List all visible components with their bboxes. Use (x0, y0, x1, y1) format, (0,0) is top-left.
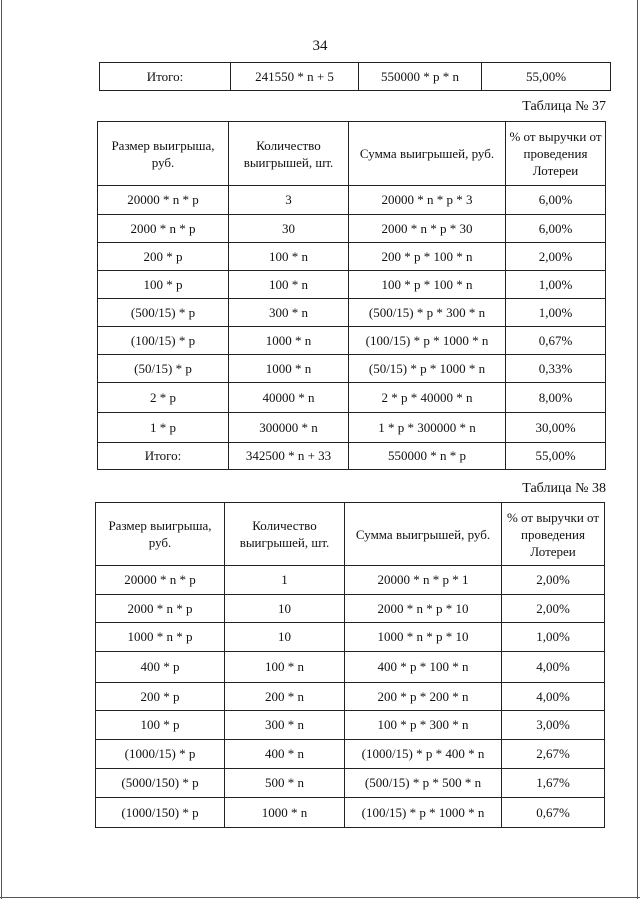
table-cell: 0,67% (506, 327, 606, 355)
table-row (98, 355, 606, 383)
table-cell: 55,00% (482, 63, 611, 91)
table-row (98, 243, 606, 271)
column-header: % от выручки от проведения Лотереи (502, 503, 605, 566)
table-caption: Таблица № 38 (522, 481, 606, 496)
column-header: Количество выигрышей, шт. (229, 122, 349, 186)
table-cell: 400 * p (96, 652, 225, 683)
table-cell: 200 * p (98, 243, 229, 271)
column-header: Размер выигрыша, руб. (98, 122, 229, 186)
table-cell: 0,33% (506, 355, 606, 383)
table-cell: 2,00% (506, 243, 606, 271)
table-cell: 30,00% (506, 413, 606, 443)
table-cell: 1000 * n (229, 327, 349, 355)
table-row (100, 63, 611, 91)
table-cell: Итого: (98, 443, 229, 470)
table-cell: (5000/150) * p (96, 769, 225, 798)
table-row (98, 327, 606, 355)
table-cell: 20000 * n * p * 3 (349, 186, 506, 215)
column-header: % от выручки от проведения Лотереи (506, 122, 606, 186)
table-cell: 6,00% (506, 215, 606, 243)
table-cell: 1 * p (98, 413, 229, 443)
table-cell: 300000 * n (229, 413, 349, 443)
prize-table-38 (95, 502, 605, 828)
table-cell: 100 * p (96, 711, 225, 740)
table-cell: 200 * p (96, 683, 225, 711)
column-header: Размер выигрыша, руб. (96, 503, 225, 566)
table-cell: 30 (229, 215, 349, 243)
table-cell: 40000 * n (229, 383, 349, 413)
table-cell: (100/15) * p * 1000 * n (349, 327, 506, 355)
column-header: Сумма выигрышей, руб. (345, 503, 502, 566)
table-row (98, 186, 606, 215)
table-row (98, 413, 606, 443)
column-header: Сумма выигрышей, руб. (349, 122, 506, 186)
table-row (96, 740, 605, 769)
table-cell: Итого: (100, 63, 231, 91)
table-header-row (98, 122, 606, 186)
table-cell: 2 * p * 40000 * n (349, 383, 506, 413)
table-cell: 20000 * n * p (98, 186, 229, 215)
table-cell: 1,00% (506, 299, 606, 327)
table-row (98, 215, 606, 243)
table-cell: (500/15) * p * 300 * n (349, 299, 506, 327)
table-cell: 200 * p * 200 * n (345, 683, 502, 711)
table-cell: (500/15) * p * 500 * n (345, 769, 502, 798)
table-cell: 2000 * n * p * 10 (345, 595, 502, 623)
table-cell: 1,00% (502, 623, 605, 652)
table-cell: 500 * n (225, 769, 345, 798)
table-cell: 300 * n (229, 299, 349, 327)
prize-table-37 (97, 121, 606, 470)
column-header: Количество выигрышей, шт. (225, 503, 345, 566)
table-caption: Таблица № 37 (522, 99, 606, 114)
table-row (96, 769, 605, 798)
table-row (96, 652, 605, 683)
table-cell: 100 * n (225, 652, 345, 683)
table-cell: 100 * p (98, 271, 229, 299)
table-cell: 3 (229, 186, 349, 215)
table-cell: 200 * n (225, 683, 345, 711)
table-cell: 1000 * n * p (96, 623, 225, 652)
table-cell: 100 * n (229, 271, 349, 299)
table-cell: (100/15) * p * 1000 * n (345, 798, 502, 828)
table-row (96, 798, 605, 828)
table-cell: 8,00% (506, 383, 606, 413)
table-cell: 300 * n (225, 711, 345, 740)
table-total-row (98, 443, 606, 470)
table-cell: 6,00% (506, 186, 606, 215)
table-cell: 20000 * n * p (96, 566, 225, 595)
table-cell: 550000 * p * n (359, 63, 482, 91)
table-cell: 4,00% (502, 683, 605, 711)
table-cell: (1000/15) * p * 400 * n (345, 740, 502, 769)
table-cell: 1,67% (502, 769, 605, 798)
table-row (96, 623, 605, 652)
table-cell: 342500 * n + 33 (229, 443, 349, 470)
table-cell: 2,67% (502, 740, 605, 769)
table-cell: 10 (225, 623, 345, 652)
table-header-row (96, 503, 605, 566)
table-cell: 55,00% (506, 443, 606, 470)
table-cell: 0,67% (502, 798, 605, 828)
table-cell: 2000 * n * p (96, 595, 225, 623)
table-cell: 100 * p * 100 * n (349, 271, 506, 299)
table-row (96, 711, 605, 740)
table-cell: 2 * p (98, 383, 229, 413)
table-cell: 1000 * n * p * 10 (345, 623, 502, 652)
table-cell: 1 * p * 300000 * n (349, 413, 506, 443)
table-cell: 241550 * n + 5 (231, 63, 359, 91)
table-cell: 200 * p * 100 * n (349, 243, 506, 271)
table-cell: 2,00% (502, 595, 605, 623)
table-cell: 2,00% (502, 566, 605, 595)
table-cell: (100/15) * p (98, 327, 229, 355)
scan-border-bottom (0, 897, 640, 898)
table-row (98, 299, 606, 327)
table-cell: 1,00% (506, 271, 606, 299)
scan-border-left (1, 0, 2, 899)
table-cell: (1000/15) * p (96, 740, 225, 769)
table-row (96, 566, 605, 595)
table-cell: 400 * p * 100 * n (345, 652, 502, 683)
table-row (96, 683, 605, 711)
table-cell: 2000 * n * p (98, 215, 229, 243)
table-cell: 400 * n (225, 740, 345, 769)
table-cell: 550000 * n * p (349, 443, 506, 470)
table-cell: (500/15) * p (98, 299, 229, 327)
table-cell: (1000/150) * p (96, 798, 225, 828)
table-cell: 20000 * n * p * 1 (345, 566, 502, 595)
table-cell: 3,00% (502, 711, 605, 740)
table-cell: 2000 * n * p * 30 (349, 215, 506, 243)
table-row (98, 383, 606, 413)
page-number: 34 (312, 38, 328, 54)
table-cell: 100 * p * 300 * n (345, 711, 502, 740)
table-cell: 1000 * n (225, 798, 345, 828)
summary-table (99, 62, 611, 91)
table-cell: (50/15) * p (98, 355, 229, 383)
table-cell: (50/15) * p * 1000 * n (349, 355, 506, 383)
scan-border-right (637, 0, 638, 899)
table-cell: 10 (225, 595, 345, 623)
table-cell: 4,00% (502, 652, 605, 683)
table-cell: 1 (225, 566, 345, 595)
table-cell: 1000 * n (229, 355, 349, 383)
table-row (96, 595, 605, 623)
table-row (98, 271, 606, 299)
table-cell: 100 * n (229, 243, 349, 271)
